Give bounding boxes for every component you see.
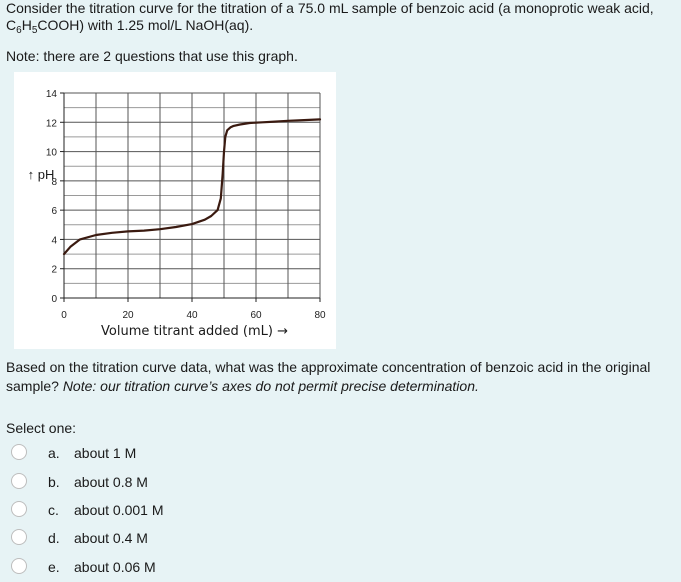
x-tick-label: 20 [122, 310, 134, 321]
formula-h: H [21, 17, 32, 33]
formula-sub-6: 6 [16, 25, 22, 36]
question-intro-line1: Consider the titration curve for the titration of a 75.0 mL sample of benzoic acid (a monoprotic weak acid, [6, 0, 654, 16]
y-tick-label: 0 [51, 294, 57, 305]
formula-sub-5: 5 [31, 25, 38, 36]
y-tick-label: 2 [51, 264, 57, 276]
titration-graph [14, 72, 336, 349]
option-text: about 0.06 M [74, 559, 156, 575]
radio-c[interactable] [11, 501, 27, 517]
x-tick-label: 40 [186, 310, 198, 321]
x-axis-label: Volume titrant added (mL) → [101, 324, 288, 339]
radio-e[interactable] [11, 558, 27, 574]
option-letter: b. [48, 474, 60, 490]
option-text: about 0.4 M [74, 530, 148, 546]
option-b[interactable] [0, 472, 300, 492]
option-text: about 0.8 M [74, 474, 148, 490]
graph-note: Note: there are 2 questions that use this graph. [6, 48, 298, 64]
question-text [6, 358, 676, 396]
option-c[interactable] [0, 500, 300, 520]
question-note: Note: our titration curve’s axes do not permit precise determination. [62, 378, 479, 394]
option-a[interactable] [0, 443, 300, 463]
option-letter: d. [48, 530, 60, 546]
x-tick-label: 60 [250, 310, 262, 321]
x-tick-label: 80 [314, 310, 326, 321]
y-tick-label: 10 [45, 147, 57, 159]
question-intro-line2 [6, 17, 253, 34]
formula-rest: COOH) [37, 17, 85, 33]
option-e[interactable] [0, 557, 300, 577]
formula-c: C [6, 17, 17, 33]
option-text: about 1 M [74, 445, 137, 461]
y-tick-label: 14 [45, 89, 57, 100]
y-tick-label: 6 [51, 206, 57, 218]
question-body: Based on the titration curve data, what was the approximate concentration of benzoic acid in the original sample? [6, 359, 651, 394]
y-axis-label: ↑ pH [27, 167, 55, 182]
option-d[interactable] [0, 528, 300, 548]
option-letter: a. [48, 445, 60, 461]
radio-a[interactable] [11, 444, 27, 460]
option-letter: c. [48, 502, 59, 518]
option-letter: e. [48, 559, 60, 575]
intro-line2-rest: with 1.25 mol/L NaOH(aq). [84, 17, 254, 33]
y-tick-label: 8 [51, 176, 57, 188]
select-one-label: Select one: [6, 420, 77, 436]
radio-d[interactable] [11, 529, 27, 545]
titration-chart-svg [14, 72, 336, 349]
y-tick-label: 4 [51, 235, 57, 247]
radio-b[interactable] [11, 473, 27, 489]
x-tick-label: 0 [61, 310, 67, 321]
y-tick-label: 12 [45, 118, 57, 130]
option-text: about 0.001 M [74, 502, 164, 518]
